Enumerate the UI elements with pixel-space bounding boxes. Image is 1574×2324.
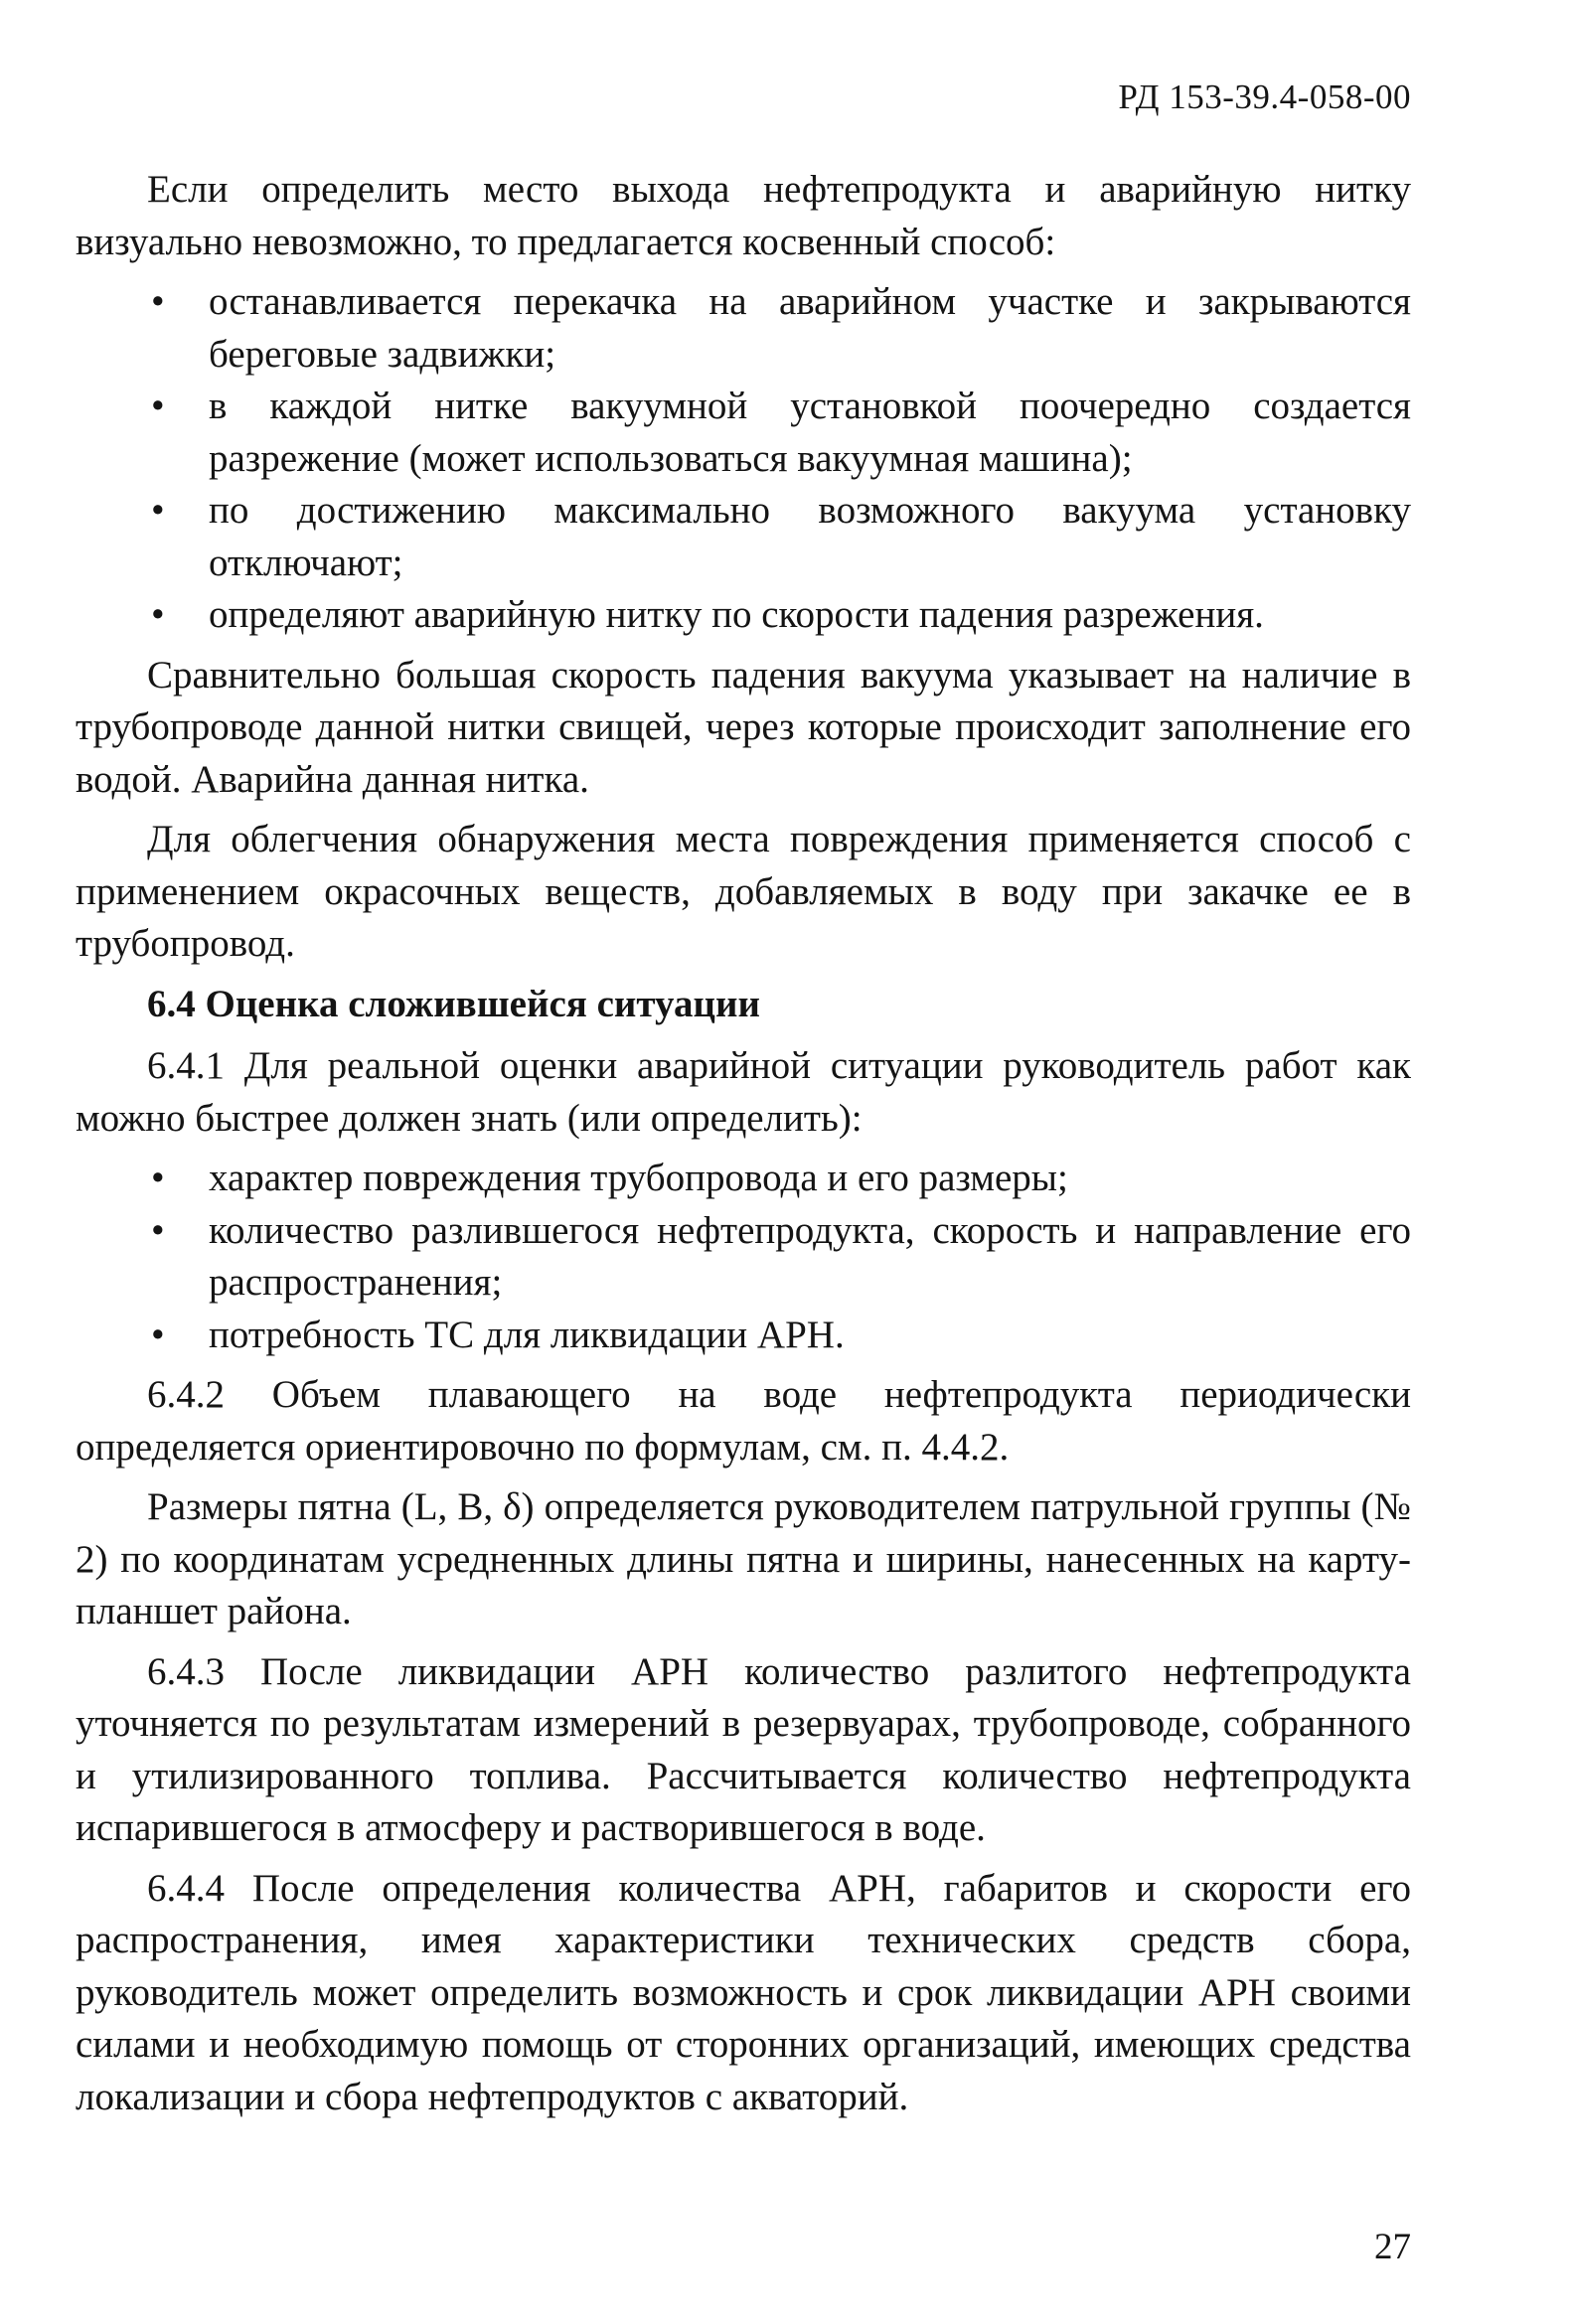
list-item-text: в каждой нитке вакуумной установкой поочередно создается разрежение (может использоваться вакуумная машина); (209, 385, 1411, 480)
paragraph: 6.4.4 После определения количества АРН, габаритов и скорости его распространения, имея характеристики технических средств сбора, руководитель может определить возможность и срок ликвидации АРН своими силами и необходимую помощь от сторонних организаций, имеющих средства локализации и сбора нефтепродуктов с акваторий. (76, 1866, 1411, 2118)
page-content (76, 164, 1411, 2131)
section-heading: 6.4 Оценка сложившейся ситуации (147, 982, 760, 1025)
list-item-text: характер повреждения трубопровода и его размеры; (209, 1157, 1068, 1199)
bullet-icon: • (151, 280, 165, 323)
paragraph: Если определить место выхода нефтепродукта и аварийную нитку визуально невозможно, то предлагается косвенный способ: (76, 168, 1411, 263)
list-item (76, 276, 1411, 381)
list-item (76, 1310, 1411, 1362)
document-code: РД 153-39.4-058-00 (1118, 77, 1411, 116)
bullet-icon: • (151, 489, 165, 532)
bullet-list (76, 1153, 1411, 1361)
bullet-icon: • (151, 1313, 165, 1356)
bullet-icon: • (151, 1157, 165, 1199)
list-item-text: останавливается перекачка на аварийном участке и закрываются береговые задвижки; (209, 280, 1411, 376)
list-item-text: количество разлившегося нефтепродукта, скорость и направление его распространения; (209, 1208, 1411, 1304)
document-page (76, 0, 1411, 2324)
list-item-text: определяют аварийную нитку по скорости падения разрежения. (209, 593, 1264, 636)
bullet-icon: • (151, 385, 165, 427)
bullet-list (76, 276, 1411, 642)
list-item (76, 485, 1411, 589)
list-item (76, 381, 1411, 485)
page-number: 27 (1374, 2227, 1411, 2267)
paragraph: 6.4.3 После ликвидации АРН количество разлитого нефтепродукта уточняется по результатам измерений в резервуарах, трубопроводе, собранного и утилизированного топлива. Рассчитывается количество нефтепродукта испарившегося в атмосферу и растворившегося в воде. (76, 1649, 1411, 1849)
list-item-text: по достижению максимально возможного вакуума установку отключают; (209, 489, 1411, 584)
paragraph: 6.4.1 Для реальной оценки аварийной ситуации руководитель работ как можно быстрее должен знать (или определить): (76, 1044, 1411, 1140)
list-item (76, 589, 1411, 642)
paragraph: Сравнительно большая скорость падения вакуума указывает на наличие в трубопроводе данной нитки свищей, через которые происходит заполнение его водой. Аварийна данная нитка. (76, 653, 1411, 801)
bullet-icon: • (151, 593, 165, 636)
paragraph: Размеры пятна (L, В, δ) определяется руководителем патрульной группы (№ 2) по координатам усредненных длины пятна и ширины, нанесенных на карту-планшет района. (76, 1485, 1411, 1632)
bullet-icon: • (151, 1208, 165, 1252)
list-item (76, 1205, 1411, 1310)
paragraph: Для облегчения обнаружения места повреждения применяется способ с применением окрасочных веществ, добавляемых в воду при закачке ее в трубопровод. (76, 818, 1411, 965)
list-item (76, 1153, 1411, 1205)
paragraph: 6.4.2 Объем плавающего на воде нефтепродукта периодически определяется ориентировочно по формулам, см. п. 4.4.2. (76, 1373, 1411, 1469)
list-item-text: потребность ТС для ликвидации АРН. (209, 1313, 845, 1356)
